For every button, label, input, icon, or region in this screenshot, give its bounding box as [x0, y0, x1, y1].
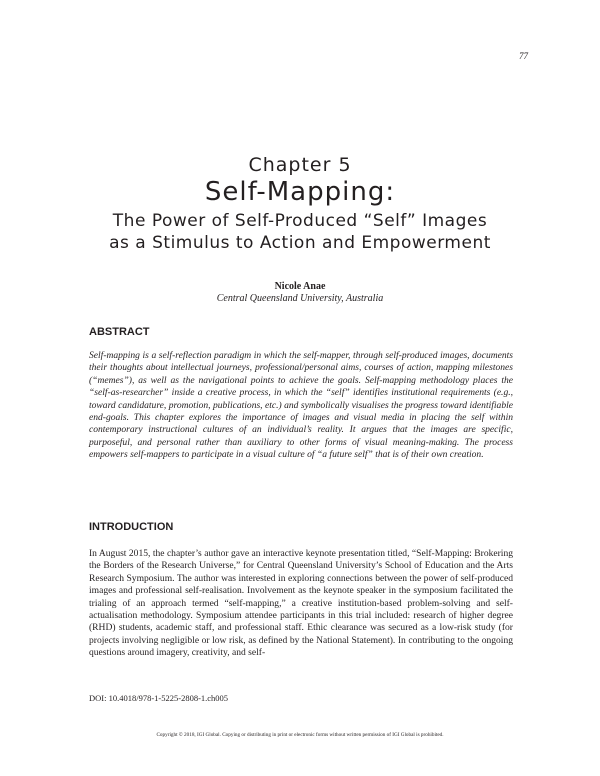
abstract-heading: ABSTRACT	[89, 326, 150, 338]
abstract-text: Self-mapping is a self-reflection paradigm in which the self-mapper, through self-produced images, documents their thoughts about intellectual journeys, professional/personal aims, courses of action, mapping milestones (“memes”), as well as the navigational points to achieve the goals. Self-mapping methodology places the “self-as-researcher” inside a creative process, in which the “self” identifies institutional requirements (e.g., toward candidature, promotion, publications, etc.) and symbolically visualises the progress toward identifiable end-goals. This chapter explores the importance of images and visual media in placing the self within contemporary instructional cultures of an individual’s reality. It argues that the images are specific, purposeful, and personal rather than auxiliary to other forms of visual meaning-making. The process empowers self-mappers to participate in a visual culture of “a future self” that is of their own creation.	[89, 350, 513, 461]
chapter-subtitle	[60, 210, 540, 254]
author-name: Nicole Anae	[274, 281, 326, 292]
author-affiliation: Central Queensland University, Australia	[216, 293, 384, 304]
subtitle-line-1: The Power of Self-Produced “Self” Images	[112, 211, 488, 231]
introduction-text: In August 2015, the chapter’s author gave an interactive keynote presentation titled, “Self-Mapping: Brokering the Borders of the Research Universe,” for Central Queensland University’s School of Education and the Arts Research Symposium. The author was interested in exploring connections between the power of self-produced images and professional self-realisation. Involvement as the keynote speaker in the symposium facilitated the trialing of an approach termed “self-mapping,” a creative institution-based problem-solving and self-actualisation methodology. Symposium attendee participants in this trial included: research of higher degree (RHD) students, academic staff, and professional staff. Ethic clearance was secured as a low-risk study (for projects involving negligible or low risk, as defined by the National Statement). In contributing to the ongoing questions around imagery, creativity, and self-	[89, 548, 513, 659]
chapter-label: Chapter 5	[248, 154, 352, 176]
subtitle-line-2: as a Stimulus to Action and Empowerment	[109, 233, 491, 253]
page-number: 77	[519, 51, 528, 61]
doi-line: DOI: 10.4018/978-1-5225-2808-1.ch005	[89, 693, 229, 703]
copyright-notice: Copyright © 2018, IGI Global. Copying or distributing in print or electronic forms without written permission of IGI Global is prohibited.	[156, 732, 444, 738]
introduction-heading: INTRODUCTION	[89, 521, 174, 533]
chapter-title: Self-Mapping:	[204, 177, 396, 207]
